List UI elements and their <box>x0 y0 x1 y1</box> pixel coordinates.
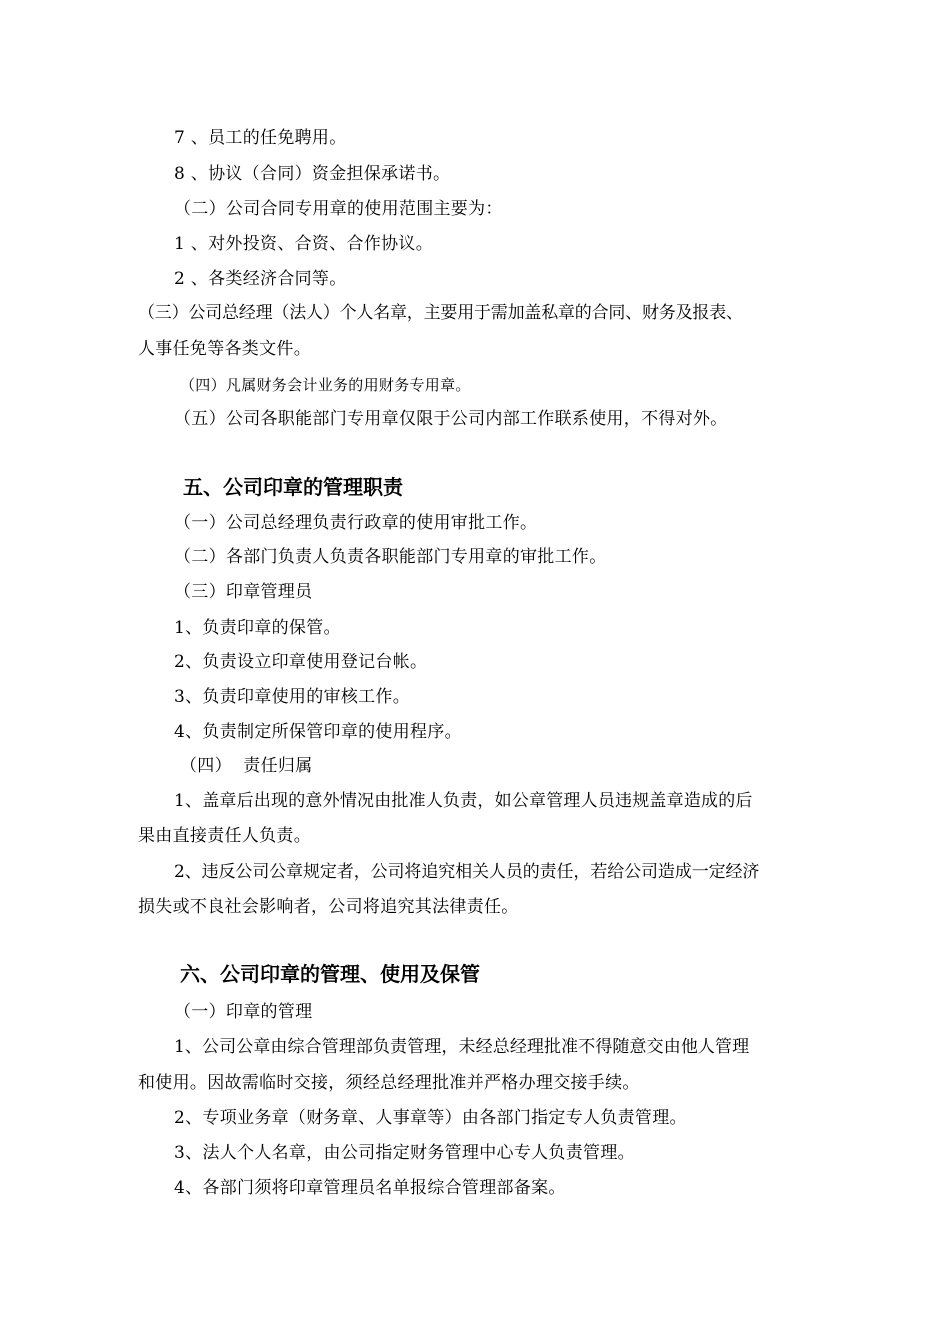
paragraph-line: 损失或不良社会影响者，公司将追究其法律责任。 <box>138 897 519 917</box>
paragraph-line: （三）公司总经理（法人）个人名章，主要用于需加盖私章的合同、财务及报表、 <box>138 303 743 323</box>
subsection-heading: （三）印章管理员 <box>174 582 313 602</box>
subsection-heading: （四） 责任归属 <box>180 756 313 776</box>
list-item: 3、法人个人名章，由公司指定财务管理中心专人负责管理。 <box>174 1143 635 1163</box>
list-item: 1 、对外投资、合资、合作协议。 <box>174 234 434 254</box>
paragraph-line: 人事任免等各类文件。 <box>138 339 311 359</box>
paragraph-line: 和使用。因故需临时交接，须经总经理批准并严格办理交接手续。 <box>138 1073 640 1093</box>
list-item: 4、负责制定所保管印章的使用程序。 <box>174 722 462 742</box>
paragraph-line: 1、盖章后出现的意外情况由批准人负责，如公章管理人员违规盖章造成的后 <box>174 791 753 811</box>
list-item: 2 、各类经济合同等。 <box>174 269 347 289</box>
paragraph-line: （二）各部门负责人负责各职能部门专用章的审批工作。 <box>174 547 607 567</box>
subsection-heading: （二）公司合同专用章的使用范围主要为： <box>174 199 503 219</box>
list-item: 8 、协议（合同）资金担保承诺书。 <box>174 164 451 184</box>
list-item: 2、负责设立印章使用登记台帐。 <box>174 652 428 672</box>
list-item: 1、负责印章的保管。 <box>174 618 341 638</box>
list-item: 3、负责印章使用的审核工作。 <box>174 687 411 707</box>
list-item: 2、专项业务章（财务章、人事章等）由各部门指定专人负责管理。 <box>174 1108 687 1128</box>
paragraph-line: （四）凡属财务会计业务的用财务专用章。 <box>180 376 471 394</box>
paragraph-line: （五）公司各职能部门专用章仅限于公司内部工作联系使用，不得对外。 <box>174 409 728 429</box>
paragraph-line: 2、违反公司公章规定者，公司将追究相关人员的责任，若给公司造成一定经济 <box>174 862 760 882</box>
list-item: 4、各部门须将印章管理员名单报综合管理部备案。 <box>174 1178 566 1198</box>
paragraph-line: 1、公司公章由综合管理部负责管理，未经总经理批准不得随意交由他人管理 <box>174 1037 750 1057</box>
list-item: 7 、员工的任免聘用。 <box>174 128 347 148</box>
section-heading: 五、公司印章的管理职责 <box>183 475 403 499</box>
subsection-heading: （一）印章的管理 <box>174 1002 313 1022</box>
paragraph-line: 果由直接责任人负责。 <box>138 826 311 846</box>
section-heading: 六、公司印章的管理、使用及保管 <box>180 962 480 986</box>
paragraph-line: （一）公司总经理负责行政章的使用审批工作。 <box>174 513 538 533</box>
